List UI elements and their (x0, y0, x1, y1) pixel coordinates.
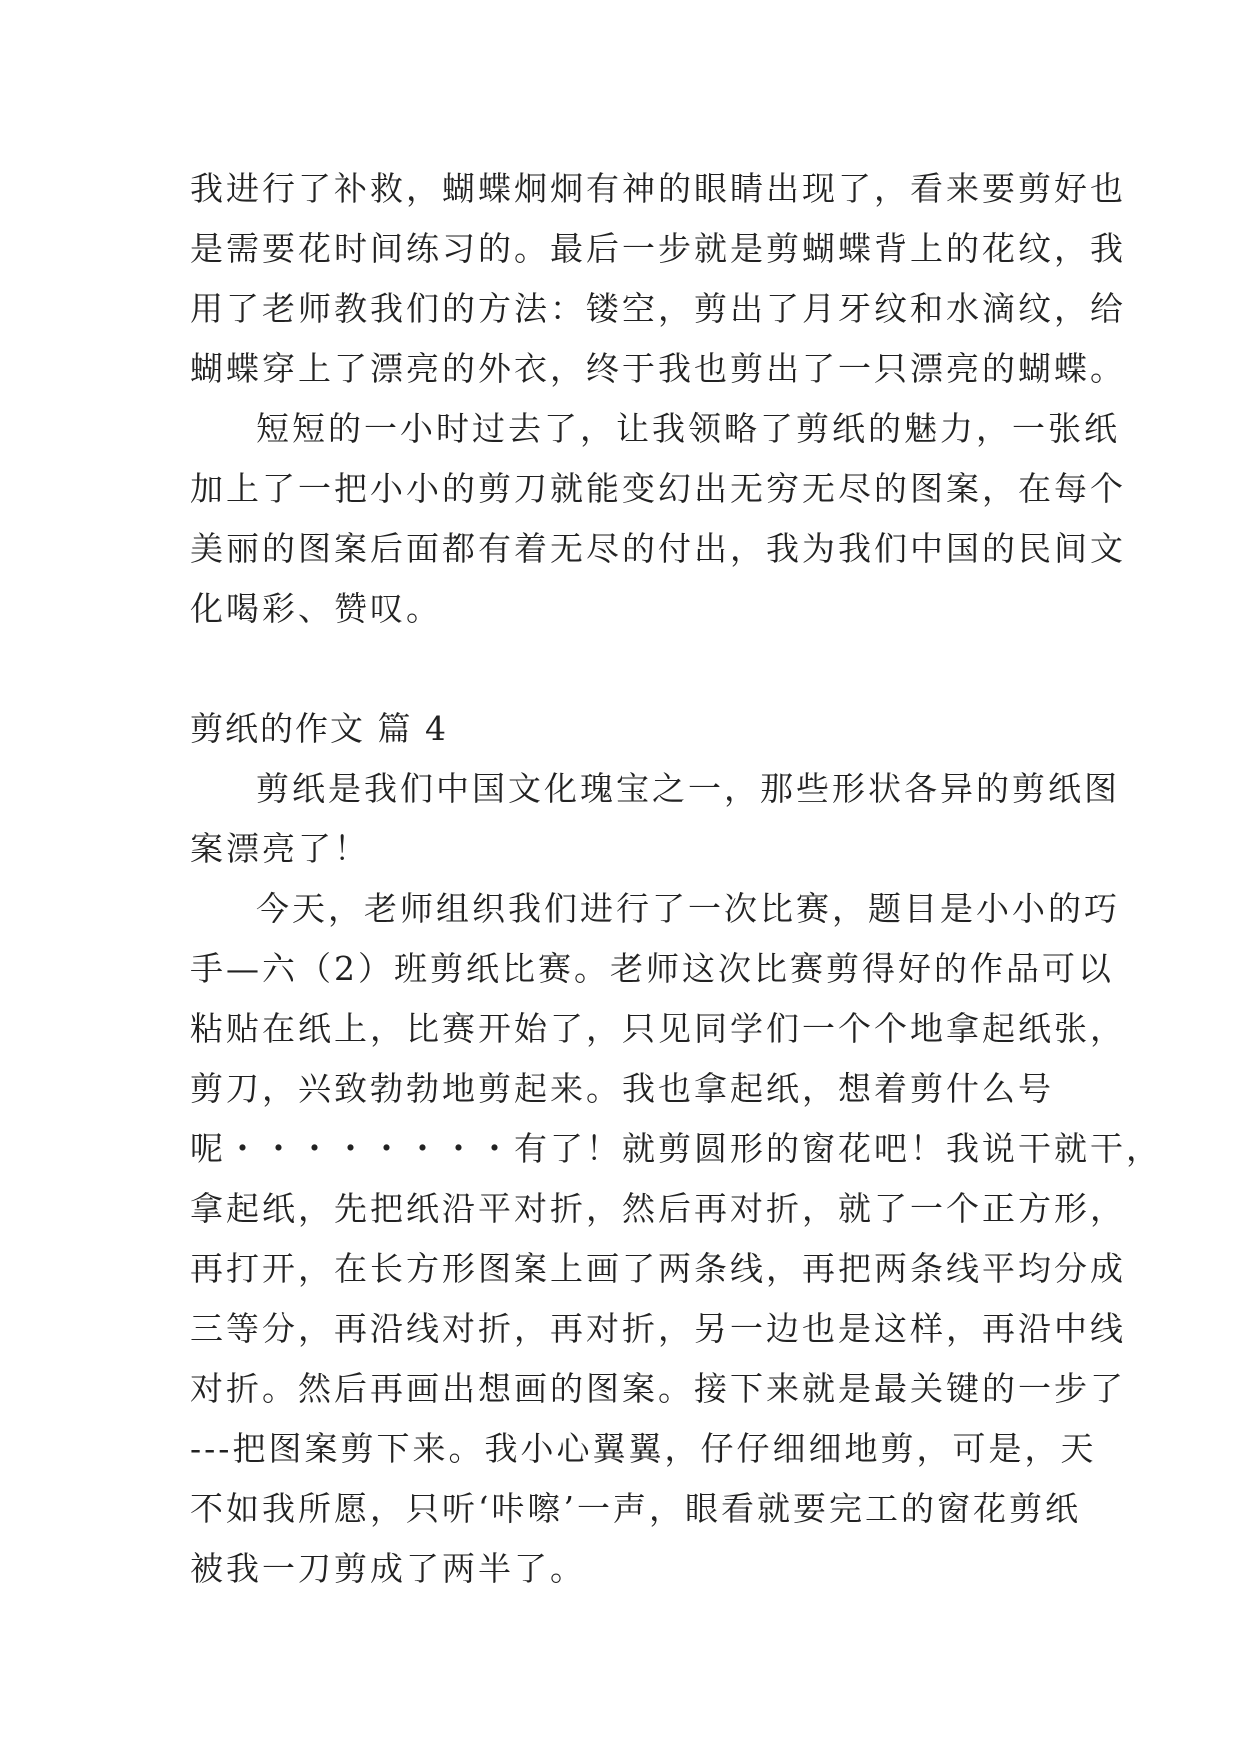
text-line: 手—六（2）班剪纸比赛。老师这次比赛剪得好的作品可以 (190, 949, 1114, 988)
text-line: 是需要花时间练习的。最后一步就是剪蝴蝶背上的花纹，我 (190, 229, 1126, 268)
section-heading: 剪纸的作文 篇 4 (190, 709, 448, 748)
text-line: 剪刀，兴致勃勃地剪起来。我也拿起纸，想着剪什么号 (190, 1069, 1054, 1108)
text-line: 美丽的图案后面都有着无尽的付出，我为我们中国的民间文 (190, 529, 1126, 568)
text-line: 不如我所愿，只听‘咔嚓’一声，眼看就要完工的窗花剪纸 (190, 1489, 1081, 1528)
paragraph-first-line: 剪纸是我们中国文化瑰宝之一，那些形状各异的剪纸图 (256, 769, 1120, 808)
text-line: 用了老师教我们的方法：镂空，剪出了月牙纹和水滴纹，给 (190, 289, 1126, 328)
text-line: 三等分，再沿线对折，再对折，另一边也是这样，再沿中线 (190, 1309, 1126, 1348)
text-line: 案漂亮了！ (190, 829, 370, 868)
paragraph-first-line: 短短的一小时过去了，让我领略了剪纸的魅力，一张纸 (256, 409, 1120, 448)
text-line: 蝴蝶穿上了漂亮的外衣，终于我也剪出了一只漂亮的蝴蝶。 (190, 349, 1126, 388)
text-line: 粘贴在纸上，比赛开始了，只见同学们一个个地拿起纸张， (190, 1009, 1126, 1048)
text-line: 被我一刀剪成了两半了。 (190, 1549, 586, 1588)
text-line: ---把图案剪下来。我小心翼翼，仔仔细细地剪，可是，天 (190, 1429, 1097, 1468)
text-line: 化喝彩、赞叹。 (190, 589, 442, 628)
text-line: 对折。然后再画出想画的图案。接下来就是最关键的一步了 (190, 1369, 1126, 1408)
text-line: 我进行了补救，蝴蝶炯炯有神的眼睛出现了，看来要剪好也 (190, 169, 1126, 208)
text-line: 加上了一把小小的剪刀就能变幻出无穷无尽的图案，在每个 (190, 469, 1126, 508)
text-line: 再打开，在长方形图案上画了两条线，再把两条线平均分成 (190, 1249, 1126, 1288)
text-line: 拿起纸，先把纸沿平对折，然后再对折，就了一个正方形， (190, 1189, 1126, 1228)
text-line: 呢・・・・・・・・有了！就剪圆形的窗花吧！我说干就干， (190, 1129, 1162, 1168)
paragraph-first-line: 今天，老师组织我们进行了一次比赛，题目是小小的巧 (256, 889, 1120, 928)
